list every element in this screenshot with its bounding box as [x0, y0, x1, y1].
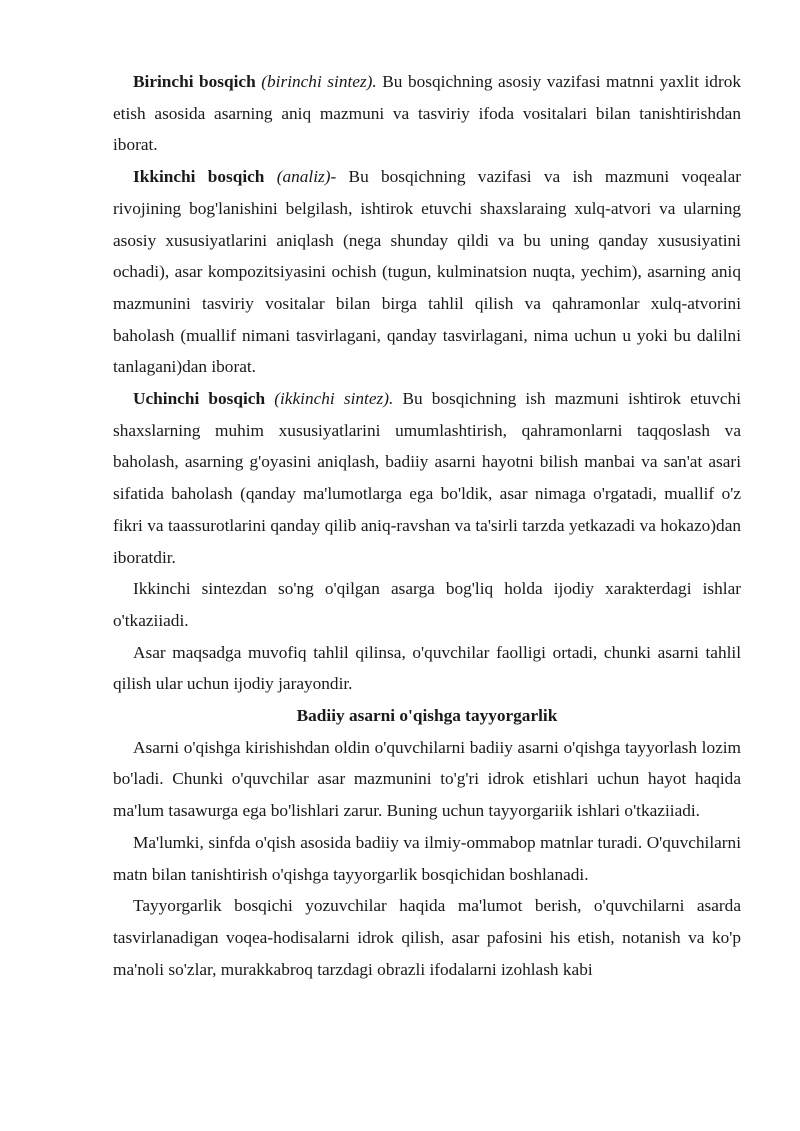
paragraph-lead: Uchinchi bosqich: [133, 389, 266, 409]
paragraph-note: (ikkinchi sintez).: [274, 389, 394, 409]
section-heading: Badiiy asarni o'qishga tayyorgarlik: [296, 706, 558, 726]
paragraph-lead: Birinchi bosqich: [133, 72, 256, 91]
paragraph-preparation-stage: Tayyorgarlik bosqichi yozuvchilar haqida ma'lumot berish, o'quvchilarni asarda tasvirlanadigan voqea-hodisalarni idrok qilish, asar pafosini his etish, notanish va ko'p ma'noli so'zlar, murakkabroq tarzdagi obrazli ifodalarni izohlash kabi: [113, 896, 741, 979]
paragraph-texts-in-class: Ma'lumki, sinfda o'qish asosida badiiy va ilmiy-ommabop matnlar turadi. O'quvchilarni matn bilan tanishtirish o'qishga tayyorgarlik bosqichidan boshlanadi.: [113, 832, 741, 884]
paragraph-note: (birinchi sintez).: [261, 72, 377, 91]
paragraph-text: Bu bosqichning asosiy vazifasi matnni yaxlit idrok etish asosida asarning aniq mazmuni va tasviriy ifoda vositalari bilan tanishtirishdan iborat.: [113, 72, 741, 155]
document-page: [113, 66, 741, 985]
paragraph-first-stage: [113, 66, 741, 161]
paragraph-preparation: Asarni o'qishga kirishishdan oldin o'quvchilarni badiiy asarni o'qishga tayyorlash lozim bo'ladi. Chunki o'quvchilar asar mazmunini to'g'ri idrok etishlari uchun hayot haqida ma'lum tasawurga ega bo'lishlari zarur. Buning uchun tayyorgariik ishlari o'tkaziiadi.: [113, 737, 741, 821]
paragraph-second-stage: [113, 161, 741, 383]
paragraph-text: Bu bosqichning ish mazmuni ishtirok etuvchi shaxslarning muhim xususiyatlarini umumlashtirish, qahramonlarni taqqoslash va baholash, asarning g'oyasini aniqlash, badiiy asarni hayotni bilish manbai va san'at asari sifatida baholash (qanday ma'lumotlarga ega bo'ldik, asar nimaga o'rgatadi, muallif o'z fikri va taassurotlarini qanday qilib aniq-ravshan va ta'sirli tarzda yetkazadi va hokazo)dan iboratdir.: [113, 389, 742, 567]
paragraph-creative-work: Ikkinchi sintezdan so'ng o'qilgan asarga bog'liq holda ijodiy xarakterdagi ishlar o'tkaziiadi.: [113, 579, 741, 630]
paragraph-text: Bu bosqichning vazifasi va ish mazmuni voqealar rivojining bog'lanishini belgilash, ishtirok etuvchi shaxslaraing xulq-atvori va ularning asosiy xususiyatlarini aniqlash (nega shunday qildi va bu uning qanday xususiyatini ochadi), asar kompozitsiyasini ochish (tugun, kulminatsion nuqta, yechim), asarning aniq mazmunini tasviriy vositalar bilan birga tahlil qilish va qahramonlar xulq-atvorini baholash (muallif nimani tasvirlagani, qanday tasvirlagani, nima uchun u yoki bu dalilni tanlagani)dan iborat.: [113, 167, 742, 377]
paragraph-lead: Ikkinchi bosqich: [133, 167, 265, 187]
paragraph-analysis-activity: Asar maqsadga muvofiq tahlil qilinsa, o'quvchilar faolligi ortadi, chunki asarni tahlil qilish ular uchun ijodiy jarayondir.: [113, 642, 741, 694]
paragraph-third-stage: [113, 383, 741, 573]
paragraph-note: (analiz)-: [276, 167, 337, 187]
